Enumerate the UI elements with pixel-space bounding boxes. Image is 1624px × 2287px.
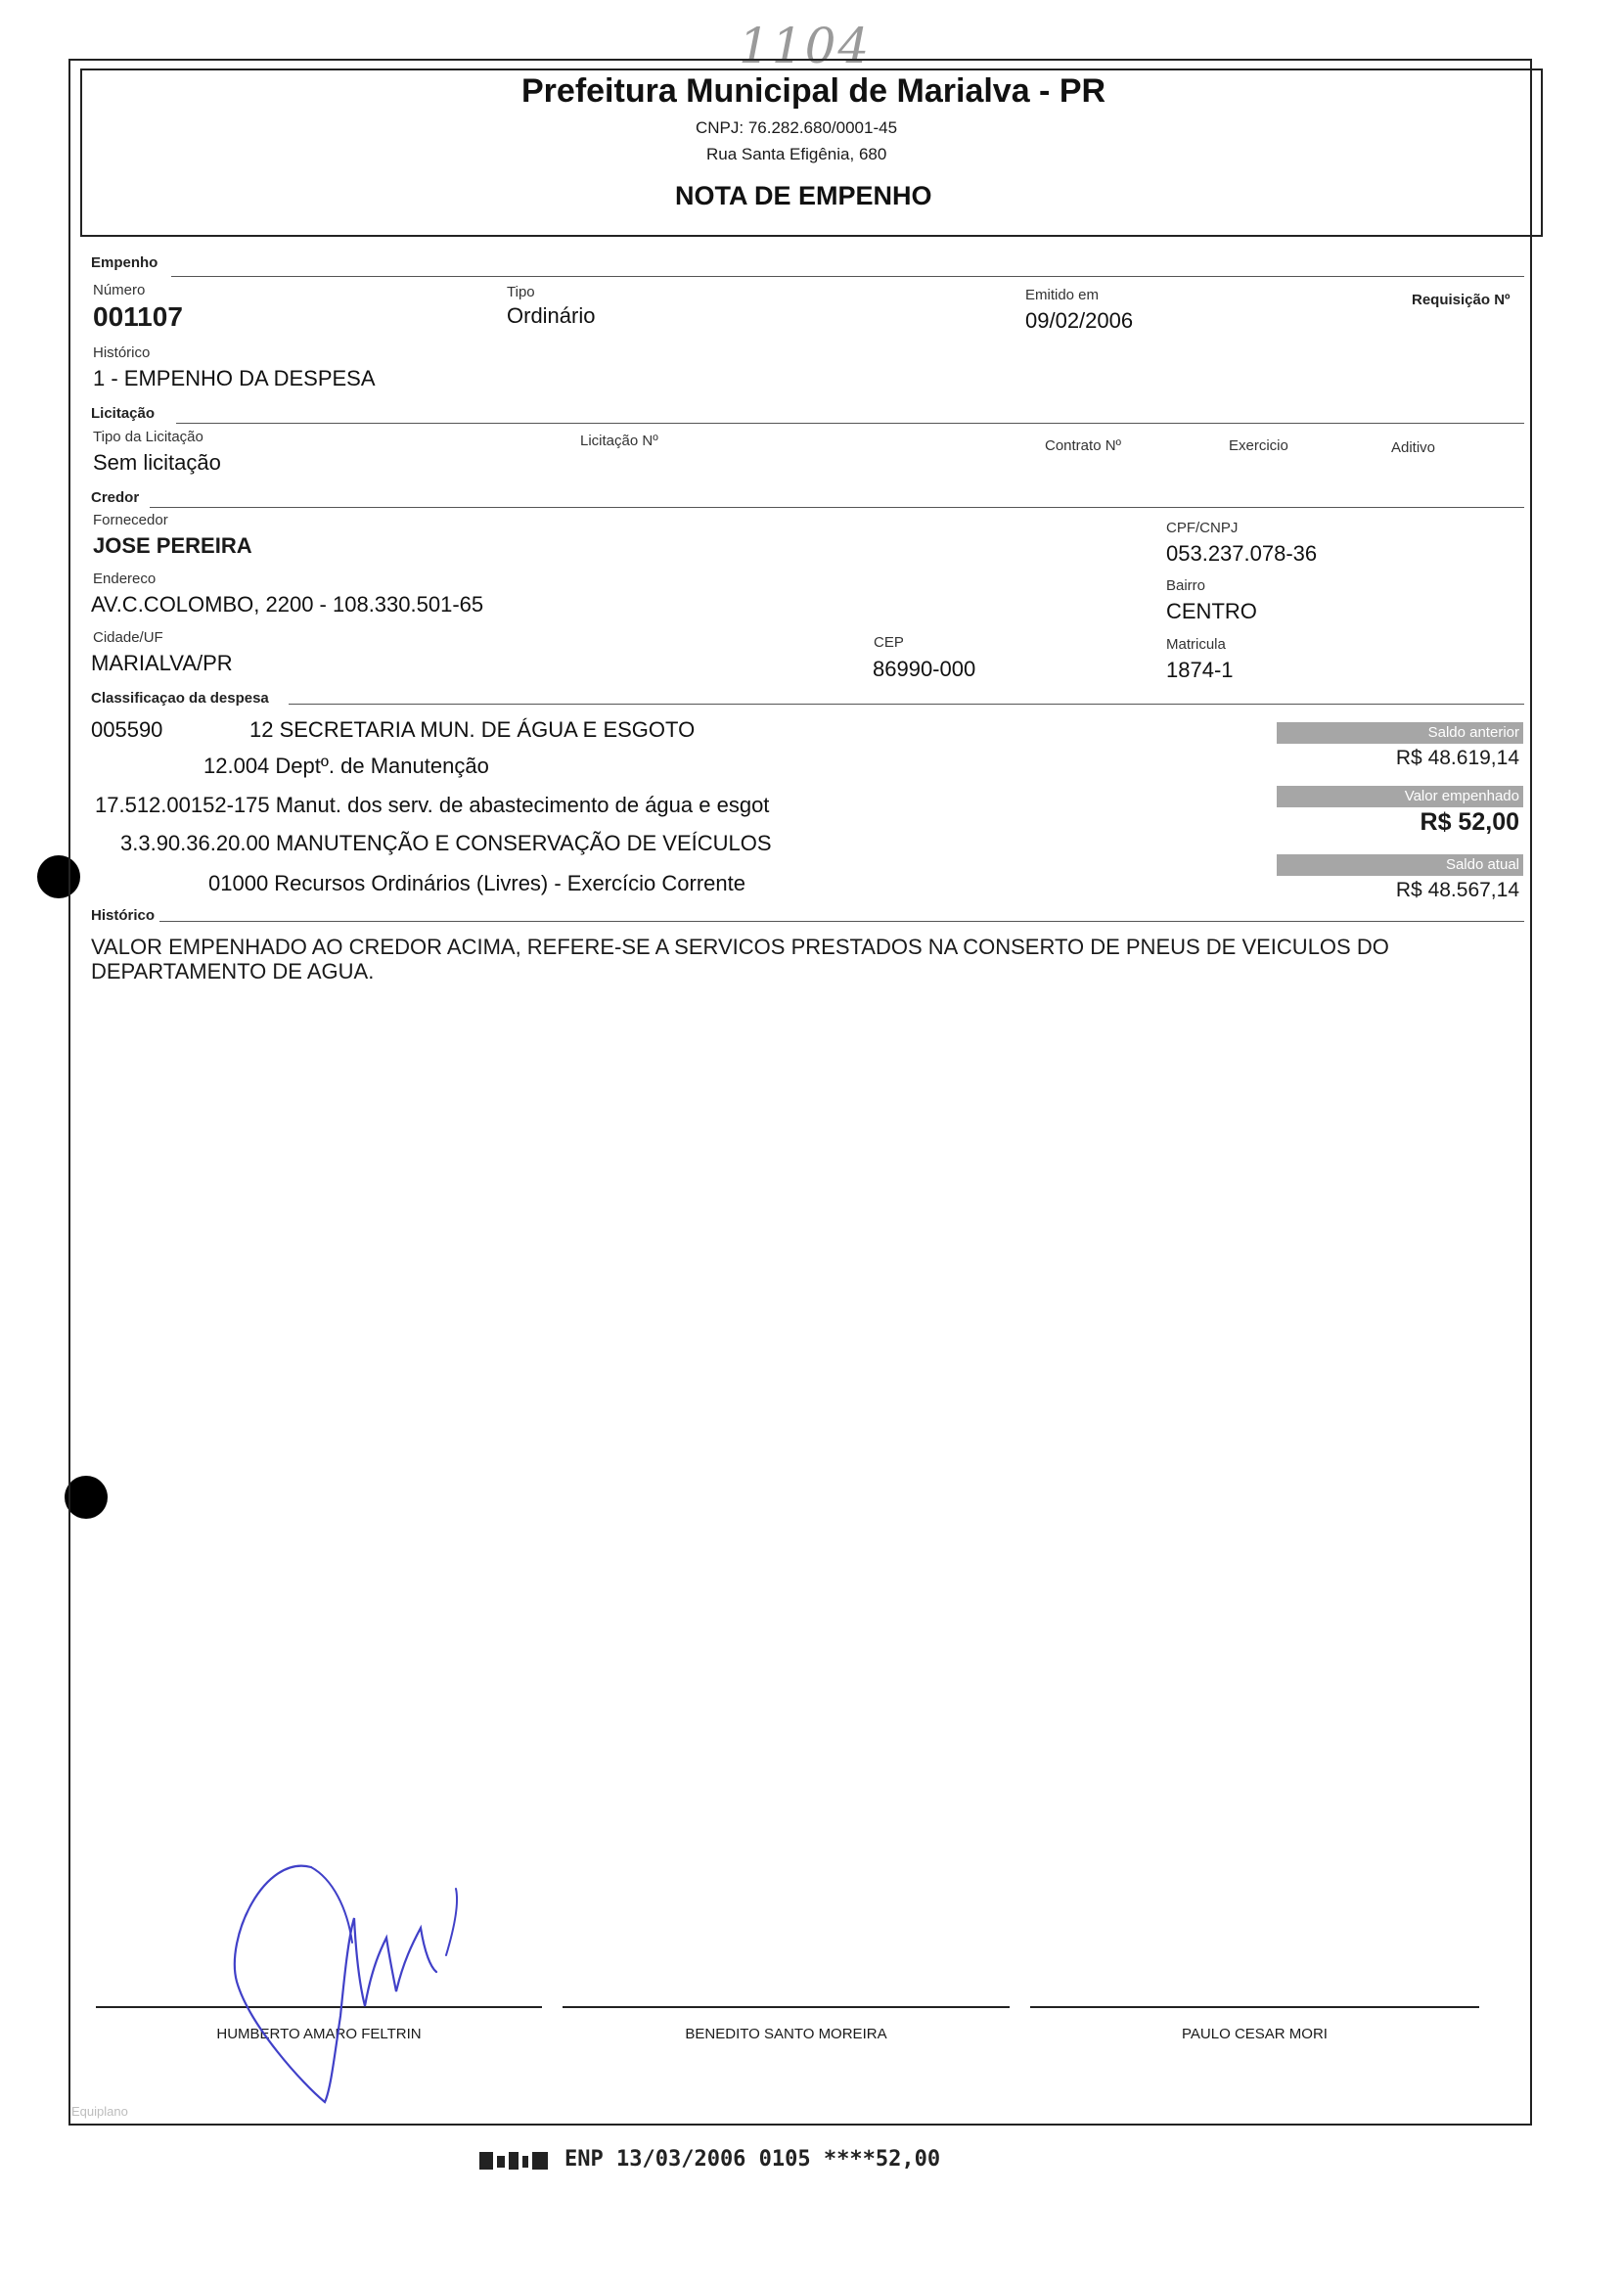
divider (176, 423, 1524, 424)
classificacao-fonte: 01000 Recursos Ordinários (Livres) - Exercício Corrente (208, 871, 745, 895)
exercicio-label: Exercicio (1229, 437, 1288, 454)
matricula-label: Matricula (1166, 636, 1226, 653)
licitacao-numero-label: Licitação Nº (580, 433, 658, 449)
saldo-anterior-label: Saldo anterior (1277, 722, 1523, 744)
fornecedor-label: Fornecedor (93, 512, 168, 528)
valor-empenhado-label: Valor empenhado (1277, 786, 1523, 807)
empenho-number: 001107 (93, 301, 183, 332)
historico-label: Histórico (93, 344, 151, 361)
cpf-value: 053.237.078-36 (1166, 541, 1318, 566)
section-licitacao: Licitação (91, 405, 156, 422)
section-classificacao: Classificaçao da despesa (91, 690, 269, 707)
barcode-icon (479, 2150, 550, 2172)
divider (159, 921, 1524, 922)
contrato-label: Contrato Nº (1045, 437, 1122, 454)
emitido-label: Emitido em (1025, 287, 1100, 303)
header-title: Prefeitura Municipal de Marialva - PR (521, 72, 1106, 110)
classificacao-code: 005590 (91, 717, 163, 742)
handwritten-page-number: 1104 (739, 18, 872, 74)
section-empenho: Empenho (91, 254, 158, 271)
bairro-value: CENTRO (1166, 599, 1257, 623)
cidade-value: MARIALVA/PR (91, 651, 233, 675)
tipo-licitacao-value: Sem licitação (93, 450, 221, 475)
numero-label: Número (93, 282, 146, 298)
historico-text: VALOR EMPENHADO AO CREDOR ACIMA, REFERE-SE A SERVICOS PRESTADOS NA CONSERTO DE PNEUS DE VEICULOS DO DEPARTAMENTO DE AGUA. (91, 935, 1389, 983)
aditivo-label: Aditivo (1391, 439, 1436, 456)
cep-label: CEP (874, 634, 904, 651)
classificacao-funcional: 17.512.00152-175 Manut. dos serv. de abastecimento de água e esgot (95, 793, 770, 817)
signatory-name: PAULO CESAR MORI (1182, 2026, 1328, 2042)
bairro-label: Bairro (1166, 577, 1206, 594)
document-title: NOTA DE EMPENHO (675, 181, 932, 210)
header-cnpj: CNPJ: 76.282.680/0001-45 (696, 118, 898, 137)
classificacao-orgao: 12 SECRETARIA MUN. DE ÁGUA E ESGOTO (249, 717, 696, 742)
matricula-value: 1874-1 (1166, 658, 1234, 682)
valor-empenhado-value: R$ 52,00 (1420, 808, 1519, 836)
handwritten-signature (225, 1859, 499, 2114)
tipo-licitacao-label: Tipo da Licitação (93, 429, 203, 445)
fornecedor-value: JOSE PEREIRA (93, 533, 252, 558)
tipo-value: Ordinário (507, 303, 596, 328)
emitido-value: 09/02/2006 (1025, 308, 1134, 333)
section-historico: Histórico (91, 907, 156, 924)
saldo-anterior-value: R$ 48.619,14 (1395, 747, 1519, 769)
classificacao-natureza: 3.3.90.36.20.00 MANUTENÇÃO E CONSERVAÇÃO DE VEÍCULOS (120, 831, 772, 855)
system-watermark: Equiplano (71, 2104, 128, 2119)
cep-value: 86990-000 (873, 657, 976, 681)
historico-value: 1 - EMPENHO DA DESPESA (93, 366, 376, 390)
section-credor: Credor (91, 489, 140, 506)
signatory-name: HUMBERTO AMARO FELTRIN (216, 2026, 422, 2042)
cpf-label: CPF/CNPJ (1166, 520, 1239, 536)
saldo-atual-label: Saldo atual (1277, 854, 1523, 876)
saldo-atual-value: R$ 48.567,14 (1395, 879, 1519, 901)
tipo-label: Tipo (507, 284, 535, 300)
signature-line (1030, 2006, 1479, 2008)
divider (171, 276, 1524, 277)
classificacao-unidade: 12.004 Deptº. de Manutenção (203, 754, 489, 778)
requisicao-label: Requisição Nº (1412, 292, 1511, 308)
endereco-value: AV.C.COLOMBO, 2200 - 108.330.501-65 (91, 592, 484, 617)
endereco-label: Endereco (93, 571, 157, 587)
header-address: Rua Santa Efigênia, 680 (706, 145, 887, 163)
cidade-label: Cidade/UF (93, 629, 163, 646)
signature-line (563, 2006, 1010, 2008)
divider (289, 704, 1524, 705)
processing-stamp: ENP 13/03/2006 0105 ****52,00 (564, 2147, 941, 2172)
signatory-name: BENEDITO SANTO MOREIRA (685, 2026, 887, 2042)
divider (150, 507, 1524, 508)
